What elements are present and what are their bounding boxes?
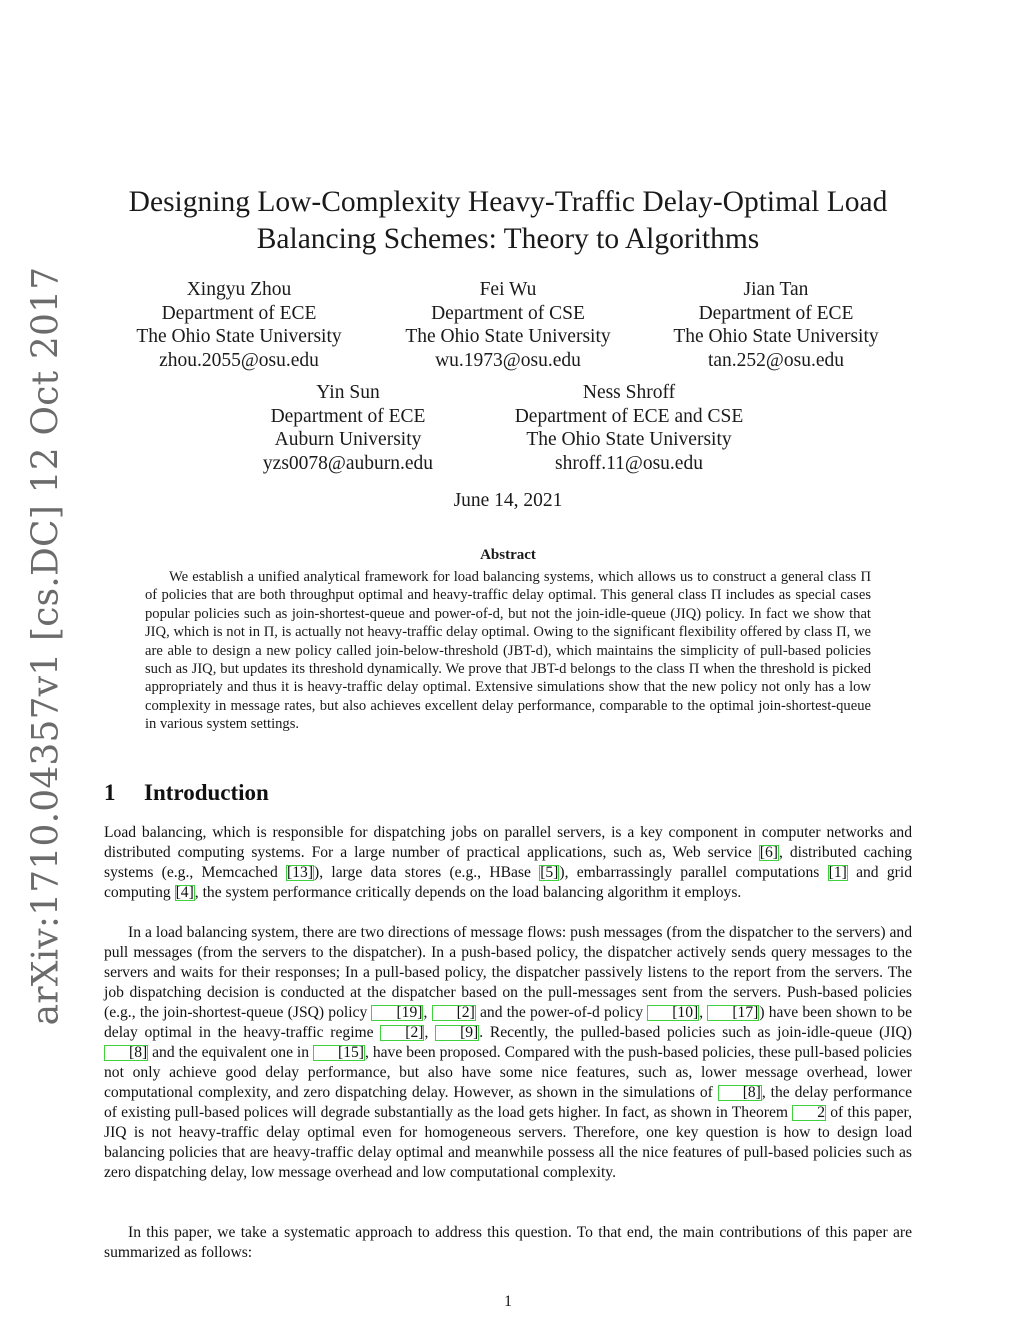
- author-name: Yin Sun: [316, 382, 380, 403]
- intro-paragraph-1: Load balancing, which is responsible for dispatching jobs on parallel servers, is a key component in computer networks and distributed computing systems. For a large number of practical applications, such as, Web service [6], distributed caching systems (e.g., Memcached [13]), large data stores (e.g., HBase [5]), embarrassingly parallel computations [1] and grid computing [4], the system performance critically depends on the load balancing algorithm it employs.: [104, 824, 912, 901]
- abstract-heading: Abstract: [480, 547, 536, 563]
- citation-link[interactable]: [9]: [435, 1025, 479, 1041]
- citation-link[interactable]: [13]: [287, 864, 314, 881]
- author-email: zhou.2055@osu.edu: [159, 349, 319, 371]
- author-block: [656, 278, 896, 372]
- author-department: Department of ECE: [698, 302, 854, 324]
- citation-link[interactable]: [8]: [718, 1085, 762, 1101]
- citation-link[interactable]: [19]: [371, 1005, 423, 1021]
- section-heading: [104, 780, 269, 806]
- abstract-text: We establish a unified analytical framework for load balancing systems, which allows us to construct a general class Π of policies that are both throughput optimal and heavy-traffic delay optimal. This general class Π includes as special cases popular policies such as join-shortest-queue and power-of-d, but not the join-idle-queue (JIQ) policy. In fact we show that JIQ, which is not in Π, is actually not heavy-traffic delay optimal. Owing to the significant flexibility offered by class Π, we are able to design a new policy called join-below-threshold (JBT-d), which maintains the simplicity of pull-based policies such as JIQ, but updates its threshold dynamically. We prove that JBT-d belongs to the class Π when the threshold is picked appropriately and thus it is heavy-traffic delay optimal. Extensive simulations show that the new policy not only has a low complexity in message rates, but also achieves excellent delay performance, comparable to the optimal join-shortest-queue in various system settings.: [145, 569, 871, 733]
- author-name: Xingyu Zhou: [186, 279, 292, 300]
- intro-paragraph-2: In a load balancing system, there are two directions of message flows: push messages (from the dispatcher to the servers) and pull messages (from the servers to the dispatcher). In a push-based policy, the dispatcher actively sends query messages to the servers and waits for their responses; In a pull-based policy, the dispatcher passively listens to the report from the servers. The job dispatching decision is conducted at the dispatcher based on the pull-messages sent from the servers. Push-based policies (e.g., the join-shortest-queue (JSQ) policy [19], [2] and the power-of-d policy [10], [17]) have been shown to be delay optimal in the heavy-traffic regime [2], [9]. Recently, the pulled-based policies such as join-idle-queue (JIQ) [8] and the equivalent one in [15], have been proposed. Compared with the push-based policies, these pull-based policies not only achieve good delay performance, but also have some nice features, such as, lower message overhead, lower computational complexity, and zero dispatching delay. However, as shown in the simulations of [8], the delay performance of existing pull-based polices will degrade substantially as the load gets higher. In fact, as shown in Theorem 2 of this paper, JIQ is not heavy-traffic delay optimal even for homogeneous servers. Therefore, one key question is how to design load balancing policies that are heavy-traffic delay optimal and meanwhile possess all the nice features of pull-based policies such as zero dispatching delay, low message overhead and low computational complexity.: [104, 924, 913, 1181]
- citation-link[interactable]: [5]: [540, 864, 559, 881]
- author-department: Department of ECE: [270, 405, 426, 427]
- author-name: Jian Tan: [743, 279, 809, 300]
- author-name: Ness Shroff: [582, 382, 676, 403]
- citation-link[interactable]: [2]: [432, 1005, 476, 1021]
- page-number: 1: [504, 1293, 512, 1310]
- author-email: tan.252@osu.edu: [707, 349, 845, 371]
- author-university: Auburn University: [274, 429, 422, 450]
- publication-date: June 14, 2021: [453, 490, 563, 511]
- author-university: The Ohio State University: [136, 326, 342, 347]
- author-block: [479, 381, 779, 475]
- citation-link[interactable]: [4]: [175, 884, 194, 901]
- citation-link[interactable]: [6]: [759, 844, 778, 861]
- author-department: Department of ECE and CSE: [514, 405, 744, 427]
- author-university: The Ohio State University: [673, 326, 879, 347]
- section-number: 1: [104, 780, 116, 805]
- author-email: wu.1973@osu.edu: [435, 349, 581, 371]
- author-department: Department of ECE: [161, 302, 317, 324]
- citation-link[interactable]: [17]: [707, 1005, 759, 1021]
- author-email: shroff.11@osu.edu: [555, 452, 703, 474]
- arxiv-identifier-stamp: arXiv:1710.04357v1 [cs.DC] 12 Oct 2017: [25, 266, 67, 1026]
- intro-paragraph-3: In this paper, we take a systematic approach to address this question. To that end, the main contributions of this paper are summarized as follows:: [104, 1224, 912, 1261]
- author-name: Fei Wu: [479, 279, 537, 300]
- theorem-link[interactable]: 2: [792, 1105, 826, 1121]
- citation-link[interactable]: [8]: [104, 1045, 148, 1061]
- author-university: The Ohio State University: [405, 326, 611, 347]
- author-university: The Ohio State University: [526, 429, 732, 450]
- author-block: [228, 381, 468, 475]
- citation-link[interactable]: [15]: [313, 1045, 365, 1061]
- citation-link[interactable]: [10]: [647, 1005, 699, 1021]
- author-email: yzs0078@auburn.edu: [262, 452, 434, 474]
- author-block: [119, 278, 359, 372]
- citation-link[interactable]: [2]: [380, 1025, 424, 1041]
- author-block: [388, 278, 628, 372]
- author-department: Department of CSE: [431, 302, 585, 324]
- citation-link[interactable]: [1]: [828, 864, 847, 881]
- section-title: Introduction: [144, 780, 269, 805]
- paper-title: Designing Low-Complexity Heavy-Traffic Delay-Optimal Load Balancing Schemes: Theory to Algorithms: [128, 186, 888, 255]
